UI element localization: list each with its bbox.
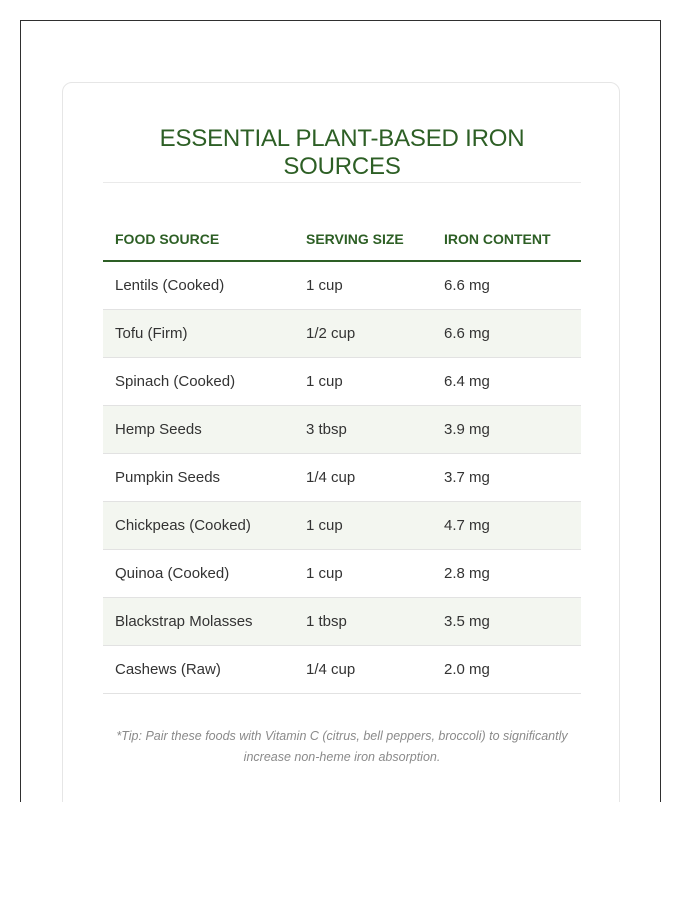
cell-food: Quinoa (Cooked) (103, 549, 294, 597)
table-row (103, 597, 581, 645)
table-row (103, 453, 581, 501)
table-row (103, 405, 581, 453)
cell-serving: 3 tbsp (294, 405, 432, 453)
page-frame (20, 20, 661, 802)
table-row (103, 501, 581, 549)
cell-food: Hemp Seeds (103, 405, 294, 453)
cell-serving: 1 tbsp (294, 597, 432, 645)
page-title: ESSENTIAL PLANT-BASED IRON SOURCES (159, 125, 525, 180)
cell-iron: 2.0 mg (432, 645, 581, 693)
table-header-row (103, 218, 581, 261)
header-food-source: FOOD SOURCE (103, 218, 294, 261)
header-iron-content: IRON CONTENT (432, 218, 581, 261)
table-row (103, 309, 581, 357)
header-serving-size: SERVING SIZE (294, 218, 432, 261)
table-row (103, 645, 581, 693)
cell-serving: 1 cup (294, 357, 432, 405)
cell-food: Cashews (Raw) (103, 645, 294, 693)
cell-serving: 1 cup (294, 549, 432, 597)
cell-serving: 1/4 cup (294, 453, 432, 501)
cell-serving: 1/4 cup (294, 645, 432, 693)
cell-iron: 6.4 mg (432, 357, 581, 405)
cell-food: Lentils (Cooked) (103, 261, 294, 309)
cell-food: Spinach (Cooked) (103, 357, 294, 405)
cell-iron: 3.7 mg (432, 453, 581, 501)
cell-serving: 1/2 cup (294, 309, 432, 357)
cell-food: Blackstrap Molasses (103, 597, 294, 645)
iron-sources-card (62, 82, 620, 802)
cell-iron: 2.8 mg (432, 549, 581, 597)
cell-iron: 3.5 mg (432, 597, 581, 645)
cell-serving: 1 cup (294, 261, 432, 309)
cell-food: Tofu (Firm) (103, 309, 294, 357)
table-row (103, 261, 581, 309)
cell-iron: 3.9 mg (432, 405, 581, 453)
cell-food: Pumpkin Seeds (103, 453, 294, 501)
tip-note: *Tip: Pair these foods with Vitamin C (citrus, bell peppers, broccoli) to significantly increase non-heme iron absorption. (116, 729, 568, 764)
table-row (103, 549, 581, 597)
cell-serving: 1 cup (294, 501, 432, 549)
iron-sources-table (103, 218, 581, 694)
table-row (103, 357, 581, 405)
cell-iron: 6.6 mg (432, 261, 581, 309)
title-divider (103, 182, 581, 183)
cell-iron: 4.7 mg (432, 501, 581, 549)
cell-iron: 6.6 mg (432, 309, 581, 357)
cell-food: Chickpeas (Cooked) (103, 501, 294, 549)
